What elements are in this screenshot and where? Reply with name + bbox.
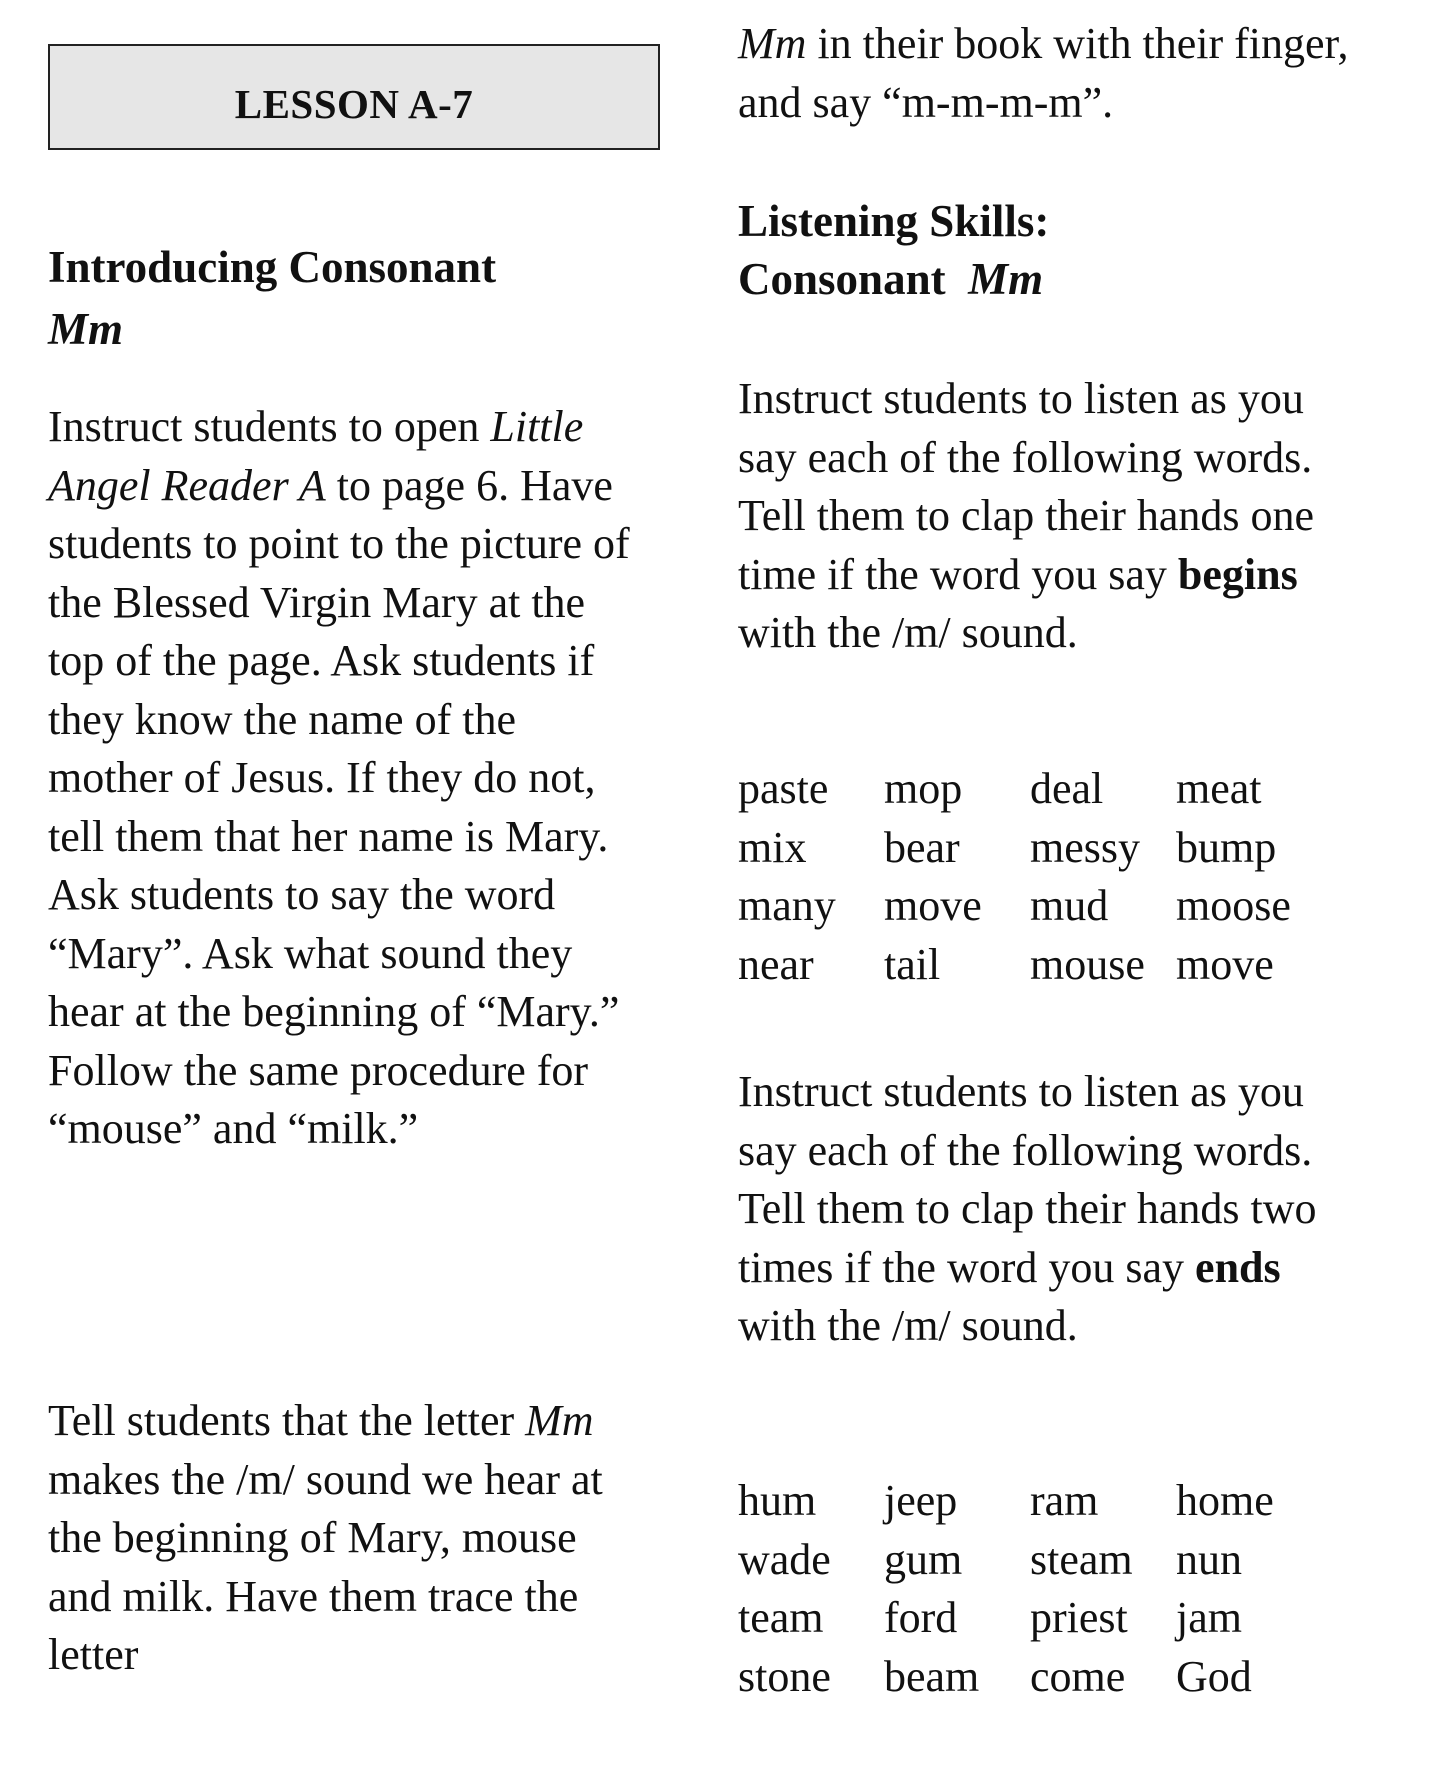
book-title: Little Angel Reader A (48, 402, 584, 510)
word-cell: come (1030, 1651, 1126, 1701)
word-cell: ford (884, 1593, 958, 1642)
instruction-ends-end: with the /m/ sound. (738, 1301, 1078, 1350)
trace-p-start: Tell students that the letter (48, 1396, 515, 1445)
word-cell: beam (884, 1651, 980, 1701)
word-cell: many (738, 881, 836, 930)
intro-paragraph (48, 398, 648, 1159)
intro-p1-start: Instruct students to open (48, 402, 480, 451)
listening-heading-letter: Mm (968, 254, 1044, 304)
word-list-begins (738, 760, 1326, 994)
instruction-ends (738, 1063, 1338, 1356)
instruction-begins-bold: begins (1177, 549, 1298, 599)
trace-letter: Mm (525, 1396, 594, 1445)
word-cell: steam (1030, 1534, 1133, 1584)
word-cell: bump (1176, 822, 1277, 872)
lesson-title-box (48, 44, 660, 150)
word-row (738, 1531, 1326, 1590)
continuation-paragraph (738, 15, 1378, 132)
word-cell: paste (738, 764, 829, 813)
word-cell: mix (738, 822, 807, 872)
continuation-letter: Mm (738, 19, 807, 68)
instruction-ends-start: Instruct students to listen as you say each of the following words. Tell them to clap their hands two times if the word you say (738, 1067, 1317, 1292)
word-list-ends (738, 1472, 1326, 1706)
word-cell: bear (884, 822, 960, 872)
lesson-title: LESSON A-7 (234, 81, 474, 127)
word-cell: meat (1176, 764, 1262, 813)
word-row (738, 877, 1326, 936)
word-row (738, 760, 1326, 819)
word-cell: moose (1176, 881, 1291, 930)
word-row (738, 1648, 1326, 1707)
intro-heading-text: Introducing Consonant (48, 242, 497, 292)
word-row (738, 1472, 1326, 1531)
word-cell: near (738, 939, 814, 989)
word-cell: move (1176, 939, 1274, 989)
word-cell: priest (1030, 1593, 1128, 1642)
word-cell: gum (884, 1534, 963, 1584)
continuation-text: in their book with their finger, and say “m-m-m-m”. (738, 19, 1349, 127)
word-cell: mop (884, 764, 963, 813)
word-cell: nun (1176, 1534, 1242, 1584)
word-cell: jeep (884, 1476, 958, 1525)
intro-heading (48, 236, 648, 360)
intro-p1-rest: to page 6. Have students to point to the picture of the Blessed Virgin Mary at the top of the page. Ask students if they know the name of the mother of Jesus. If they do not, tell them that her name is Mary. Ask students to say the word “Mary”. Ask what sound they hear at the beginning of “Mary.” Follow the same procedure for “mouse” and “milk.” (48, 460, 630, 1153)
word-cell: mouse (1030, 939, 1145, 989)
trace-p-rest: makes the /m/ sound we hear at the beginning of Mary, mouse and milk. Have them trace the letter (48, 1454, 603, 1679)
listening-heading-line1: Listening Skills: (738, 196, 1050, 246)
word-row (738, 936, 1326, 995)
word-cell: deal (1030, 764, 1104, 813)
word-cell: home (1176, 1476, 1274, 1525)
word-cell: jam (1176, 1593, 1242, 1642)
intro-heading-letter: Mm (48, 304, 124, 354)
instruction-ends-bold: ends (1195, 1242, 1281, 1292)
word-cell: stone (738, 1651, 831, 1701)
word-cell: messy (1030, 822, 1140, 872)
listening-heading (738, 192, 1378, 308)
instruction-begins (738, 370, 1338, 663)
word-cell: hum (738, 1476, 817, 1525)
word-cell: wade (738, 1534, 831, 1584)
word-row (738, 819, 1326, 878)
instruction-begins-start: Instruct students to listen as you say each of the following words. Tell them to clap their hands one time if the word you say (738, 374, 1315, 599)
listening-heading-line2: Consonant (738, 254, 946, 304)
word-cell: tail (884, 939, 941, 989)
word-cell: team (738, 1593, 824, 1642)
word-cell: ram (1030, 1476, 1099, 1525)
word-cell: God (1176, 1651, 1252, 1701)
word-row (738, 1589, 1326, 1648)
instruction-begins-end: with the /m/ sound. (738, 608, 1078, 657)
word-cell: move (884, 881, 982, 930)
word-cell: mud (1030, 881, 1109, 930)
trace-paragraph (48, 1392, 648, 1685)
